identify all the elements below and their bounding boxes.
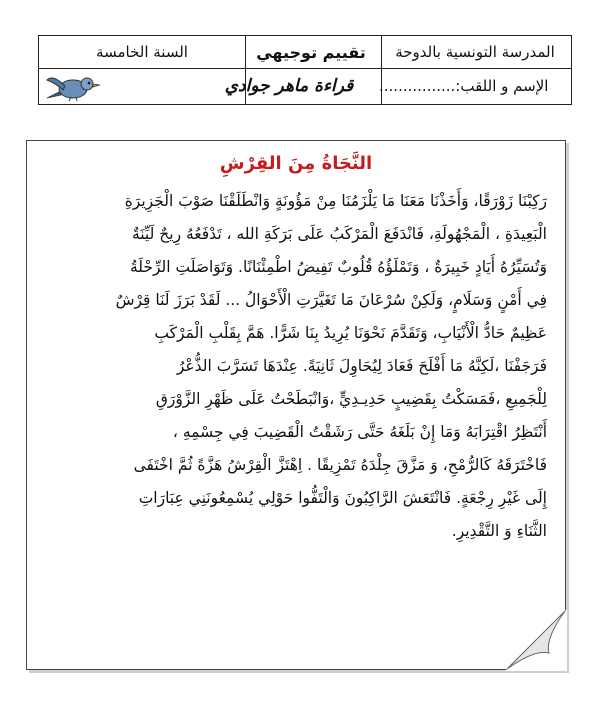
lesson-title: قراءة ماهر جوادي	[224, 76, 354, 96]
name-field[interactable]: الإسم و اللقب:................	[379, 77, 549, 95]
school-name: المدرسة التونسية بالدوحة	[395, 43, 555, 61]
story-line: الثَّنَاءِ وَ التَّقْدِيرِ.	[451, 522, 547, 540]
bird-icon	[43, 72, 105, 102]
story-title: النَّجَاةُ مِنَ القِرْشِ	[219, 153, 373, 174]
story-text	[43, 185, 547, 548]
header-table	[38, 35, 572, 105]
story-line: عَظِيمٌ حَادُّ الْأَنْيَابِ، وَتَقَدَّمَ نَحْوَنَا يُرِيدُ بِنَا شَرًّا. هَمَّ بِقَلْبِ الْمَرْكَبِ	[154, 324, 547, 342]
story-line: لِلْجَمِيعِ ،فَمَسَكْتُ بِقَضِيبٍ حَدِيـدِيٍّ ،وَانْبَطَحْتُ عَلَى ظَهْرِ الزَّوْرَقِ	[155, 390, 547, 408]
story-line: رَكِبْنَا زَوْرَقًا، وَأَخَذْنَا مَعَنَا مَا يَلْزَمُنَا مِنْ مَؤُونَةٍ وَانْطَلَقْنَا صَوْبَ الْجَزِيرَةِ	[124, 192, 547, 210]
story-line: إِلَى غَيْرِ رِجْعَةٍ. فَانْتَعَشَ الرَّاكِبُونَ وَالْتَفُّوا حَوْلِي يُسْمِعُونَنِي عِبَارَاتِ	[138, 489, 547, 507]
story-line: الْبَعِيدَةِ ، الْمَجْهُولَةِ، فَانْدَفَعَ الْمَرْكَبُ عَلَى بَرَكَةِ الله ، تَدْفَعُهُ رِيحٌ لَيِّنَةٌ	[131, 225, 547, 243]
story-line: فِي أَمْنٍ وَسَلَامٍ، وَلَكِنْ سُرْعَانَ مَا تَغَيَّرَتِ الْأَحْوَالُ ... لَقَدْ بَرَزَ لَنَا قِرْشٌ	[115, 291, 547, 309]
evaluation-title: تقييم توجيهي	[256, 42, 366, 62]
story-line: فَرَجَفْنَا ،لَكِنَّهُ مَا أَفْلَحَ فَعَادَ لِيُحَاوِلَ ثَانِيَةً. عِنْدَهَا تَسَرَّبَ الذُّعْرُ	[176, 357, 547, 375]
story-line: أَنْتَظِرُ اقْتِرَابَهُ وَمَا إِنْ بَلَغَهُ حَتَّى رَشَقْتُ الْقَضِيبَ فِي جِسْمِهِ ،	[172, 423, 547, 441]
grade-level: السنة الخامسة	[96, 43, 188, 61]
story-line: فَاخْتَرَقَهُ كَالرُّمْحِ، وَ مَزَّقَ جِلْدَهُ تَمْزِيقًا . اِهْتَزَّ الْقِرْشُ هَزَّةً ثُمَّ اخْتَفَى	[133, 456, 547, 474]
page-curl-icon	[505, 609, 567, 671]
reading-text-sheet	[26, 140, 566, 670]
story-line: وَتُسَيِّرُهُ أَيَادٍ خَبِيرَةٌ ، وَتَمْلَؤُهُ قُلُوبٌ تَفِيضُ اطْمِئْنَانًا. وَتَوَاصَلَتِ الرِّحْلَةُ	[129, 258, 547, 276]
